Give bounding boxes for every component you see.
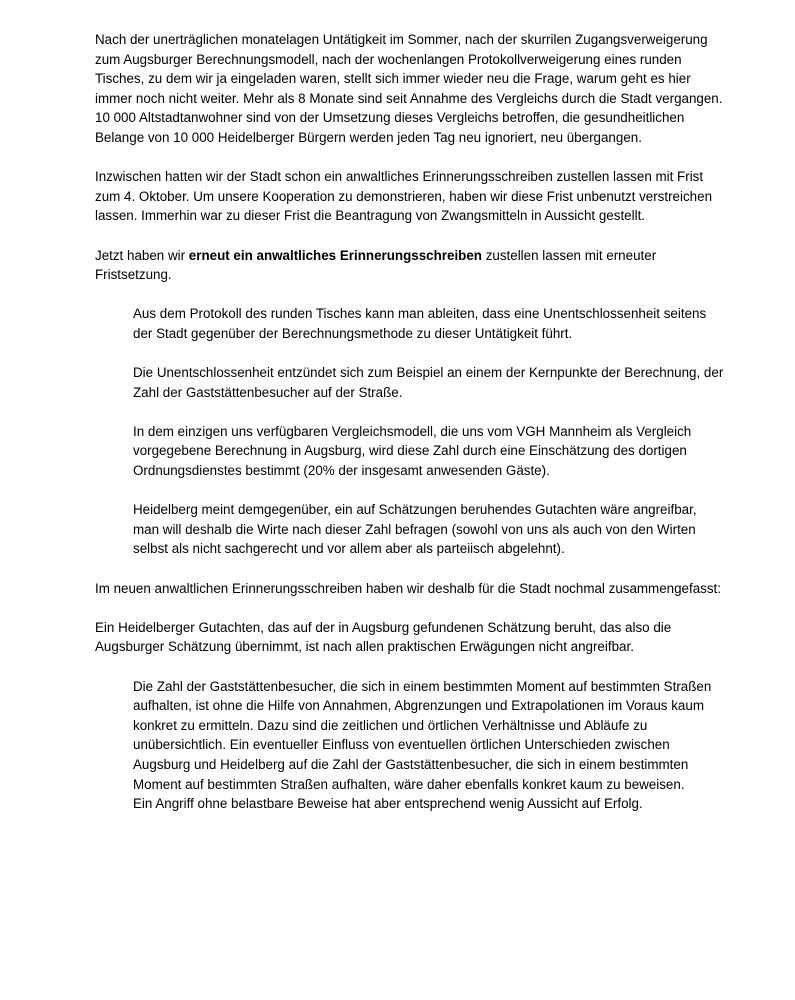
indented-paragraph-visitor-count: Die Zahl der Gaststättenbesucher, die sich in einem bestimmten Moment auf bestimmten Straßen aufhalten, ist ohne die Hilfe von Annahmen, Abgrenzungen und Extrapolationen im Voraus kaum konkret zu ermitteln. Dazu sind die zeitlichen und örtlichen Verhältnisse und Abläufe zu unübersichtlich. Ein eventueller Einfluss von eventuellen örtlichen Unterschieden zwischen Augsburg und Heidelberg auf die Zahl der Gaststättenbesucher, die sich in einem bestimmten Moment auf bestimmten Straßen aufhalten, wäre daher ebenfalls konkret kaum zu beweisen. [133,678,712,792]
document-page [95,30,725,814]
indented-paragraph-conclusion: Ein Angriff ohne belastbare Beweise hat aber entsprechend wenig Aussicht auf Erfolg. [133,796,643,812]
paragraph-intro: Nach der unerträglichen monatelagen Untätigkeit im Sommer, nach der skurrilen Zugangsverweigerung zum Augsburger Berechnungsmodell, nach der wochenlangen Protokollverweigerung eines runden Tisches, zu dem wir ja eingeladen waren, stellt sich immer wieder neu die Frage, warum geht es hier immer noch nicht weiter. Mehr als 8 Monate sind seit Annahme des Vergleichs durch die Stadt vergangen. 10 000 Altstadtanwohner sind von der Umsetzung dieses Vergleichs betroffen, die gesundheitlichen Belange von 10 000 Heidelberger Bürgern werden jeden Tag neu ignoriert, neu übergangen. [95,32,723,145]
indented-paragraph-indecision: Aus dem Protokoll des runden Tisches kann man ableiten, dass eine Unentschlossenheit seitens der Stadt gegenüber der Berechnungsmethode zu dieser Untätigkeit führt. [133,306,707,341]
paragraph-summary-intro: Im neuen anwaltlichen Erinnerungsschreiben haben wir deshalb für die Stadt nochmal zusammengefasst: [95,580,721,596]
paragraph-gap [133,402,725,422]
bold-reminder-phrase: erneut ein anwaltliches Erinnerungsschreiben [188,247,482,263]
indented-paragraph-heidelberg-position: Heidelberg meint demgegenüber, ein auf Schätzungen beruhendes Gutachten wäre angreifbar, man will deshalb die Wirte nach dieser Zahl befragen (sowohl von uns als auch von den Wirten selbst als nicht sachgerecht und vor allem aber als parteiisch abgelehnt). [133,502,697,557]
paragraph-first-reminder: Inzwischen hatten wir der Stadt schon ein anwaltliches Erinnerungsschreiben zustellen lassen mit Frist zum 4. Oktober. Um unsere Kooperation zu demonstrieren, haben wir diese Frist unbenutzt verstreichen lassen. Immerhin war zu dieser Frist die Beantragung von Zwangsmitteln in Aussicht gestellt. [95,169,713,224]
paragraph-gap [95,559,725,579]
paragraph-gap [133,344,725,364]
paragraph-gap [95,598,725,618]
indented-block-argument [95,677,725,814]
paragraph-new-reminder [95,246,725,285]
paragraph-gap [95,148,725,168]
paragraph-new-reminder-start: Jetzt haben wir [95,247,189,263]
paragraph-new-reminder-end: zustellen lassen mit erneuter Fristsetzung. [95,247,657,283]
indented-paragraph-augsburg-model: In dem einzigen uns verfügbaren Vergleichsmodell, die uns vom VGH Mannheim als Vergleich vorgegebene Berechnung in Augsburg, wird diese Zahl durch eine Einschätzung des dortigen Ordnungsdienstes bestimmt (20% der insgesamt anwesenden Gäste). [133,423,692,479]
indented-block-protocol [95,304,725,559]
paragraph-gap [133,481,725,501]
indented-paragraph-core-point: Die Unentschlossenheit entzündet sich zum Beispiel an einem der Kernpunkte der Berechnung, der Zahl der Gaststättenbesucher auf der Straße. [133,365,724,400]
paragraph-gap [95,657,725,677]
paragraph-gap [95,285,725,305]
paragraph-gap [95,226,725,246]
paragraph-summary: Ein Heidelberger Gutachten, das auf der in Augsburg gefundenen Schätzung beruht, das also die Augsburger Schätzung übernimmt, ist nach allen praktischen Erwägungen nicht angreifbar. [95,619,672,655]
